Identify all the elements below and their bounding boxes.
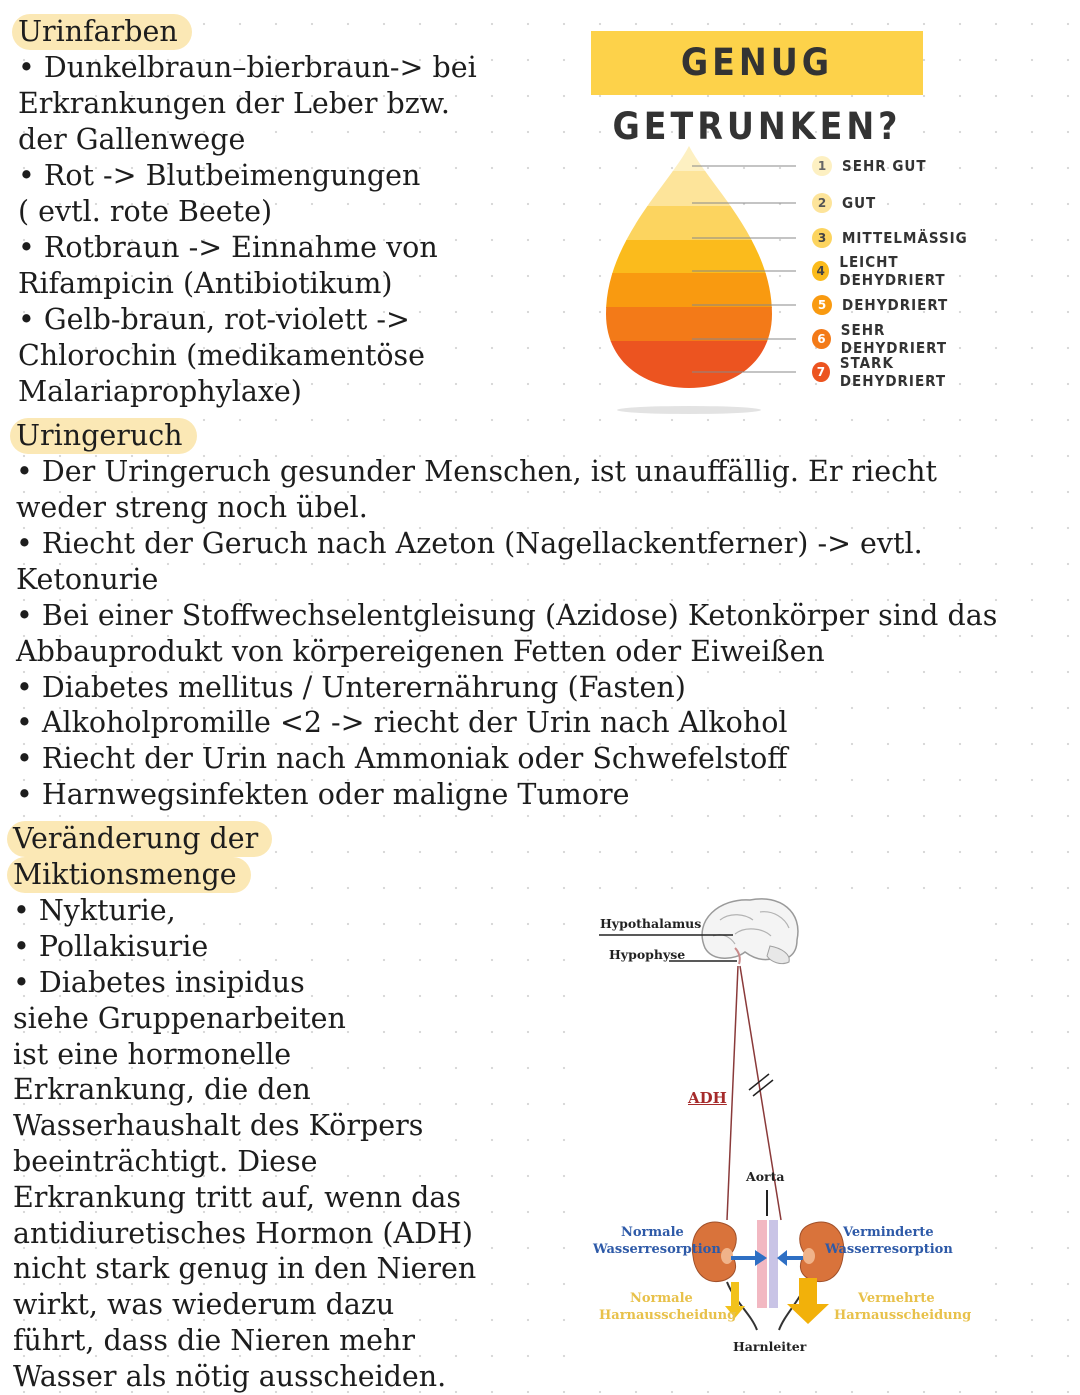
drop-band-3 [588,206,808,241]
normale-harnausscheidung-label-2: Harnausscheidung [599,1308,737,1323]
brain-icon [702,899,798,964]
legend-number: 2 [812,193,832,213]
miktion-line: Erkrankung, die den [13,1073,311,1106]
legend-label: MITTELMÄSSIG [842,229,968,247]
drop-band-1 [588,136,808,172]
legend-number: 5 [812,295,832,315]
miktion-line: nicht stark genug in den Nieren [13,1252,477,1285]
miktion-line: antidiuretisches Hormon (ADH) [13,1217,473,1250]
urinfarben-line: Chlorochin (medikamentöse [18,339,426,372]
hypothalamus-label: Hypothalamus [600,916,702,931]
normale-wasserresorption-label-2: Wasserresorption [593,1242,721,1257]
legend-label: GUT [842,194,877,212]
miktion-line: beeinträchtigt. Diese [13,1145,318,1178]
miktion-line: wirkt, was wiederum dazu [13,1288,395,1321]
miktion-line: ist eine hormonelle [13,1038,292,1071]
drop-shadow [617,406,761,414]
vermehrte-harnausscheidung-label-2: Harnausscheidung [834,1308,972,1323]
verminderte-wasserresorption-label-2: Wasserresorption [825,1242,953,1257]
miktion-line: Wasser als nötig ausscheiden. [13,1360,447,1393]
uringeruch-line: Ketonurie [16,563,159,596]
harnleiter-label: Harnleiter [733,1339,807,1354]
normale-wasserresorption-label: Normale [621,1225,684,1240]
hypophyse-label: Hypophyse [609,947,686,962]
verminderte-wasserresorption-label: Verminderte [843,1225,934,1240]
urinfarben-line: Malariaprophylaxe) [18,375,302,408]
aorta [757,1220,767,1308]
uringeruch-line: • Der Uringeruch gesunder Menschen, ist unauffällig. Er riecht [16,455,937,488]
uringeruch-line: • Riecht der Geruch nach Azeton (Nagellackentferner) -> evtl. [16,527,923,560]
legend-item-1 [812,154,927,178]
miktion-line: siehe Gruppenarbeiten [13,1002,346,1035]
urinfarben-line: • Dunkelbraun–bierbraun-> bei [18,51,477,84]
legend-item-4 [812,253,988,289]
legend-label: SEHR GUT [842,157,927,175]
drop-band-6 [588,307,808,342]
miktion-line: Wasserhaushalt des Körpers [13,1109,424,1142]
miktion-line: führt, dass die Nieren mehr [13,1324,415,1357]
normale-harnausscheidung-label: Normale [630,1291,693,1306]
aorta-label: Aorta [746,1169,785,1184]
miktion-line: • Diabetes insipidus [13,966,305,999]
miktion-line: • Pollakisurie [13,930,209,963]
legend-number: 6 [812,329,831,349]
legend-number: 4 [812,261,829,281]
legend-item-7 [812,354,988,390]
legend-item-2 [812,191,876,215]
section-miktionsmenge-heading-2: Miktionsmenge [13,857,251,893]
legend-item-6 [812,321,988,357]
urinfarben-line: Rifampicin (Antibiotikum) [18,267,393,300]
section-urinfarben-heading: Urinfarben [18,14,192,50]
vena-cava [769,1220,778,1308]
uringeruch-line: • Diabetes mellitus / Unterernährung (Fasten) [16,671,686,704]
urinfarben-line: • Rot -> Blutbeimengungen [18,159,421,192]
uringeruch-line: • Harnwegsinfekten oder maligne Tumore [16,778,630,811]
hydration-chart [588,26,988,426]
legend-label: STARK DEHYDRIERT [839,354,947,390]
poster-title: GENUG GETRUNKEN? [591,31,923,95]
legend-label: DEHYDRIERT [842,296,949,314]
legend-item-3 [812,226,968,250]
uringeruch-line: • Alkoholpromille <2 -> riecht der Urin nach Alkohol [16,706,788,739]
vermehrte-harnausscheidung-label: Vermehrte [858,1291,935,1306]
uringeruch-line: weder streng noch übel. [16,491,368,524]
uringeruch-line: Abbauprodukt von körpereigenen Fetten oder Eiweißen [16,635,825,668]
drop-band-7 [588,341,808,391]
uringeruch-line: • Riecht der Urin nach Ammoniak oder Schwefelstoff [16,742,788,775]
urinfarben-line: Erkrankungen der Leber bzw. [18,87,450,120]
miktion-line: Erkrankung tritt auf, wenn das [13,1181,461,1214]
drop-band-5 [588,273,808,308]
adh-label: ADH [688,1089,727,1107]
legend-number: 7 [812,362,830,382]
legend-item-5 [812,293,948,317]
legend-number: 3 [812,228,832,248]
miktion-line: • Nykturie, [13,894,176,927]
urinfarben-line: der Gallenwege [18,123,246,156]
legend-label: LEICHT DEHYDRIERT [839,253,946,289]
urinfarben-line: • Rotbraun -> Einnahme von [18,231,438,264]
drop-band-2 [588,171,808,207]
section-uringeruch-heading: Uringeruch [16,418,197,454]
uringeruch-line: • Bei einer Stoffwechselentgleisung (Azidose) Ketonkörper sind das [16,599,998,632]
adh-diagram [585,890,972,1365]
drop-band-4 [588,240,808,274]
section-miktionsmenge-heading: Veränderung der [13,821,272,857]
urinfarben-line: ( evtl. rote Beete) [18,195,273,228]
legend-label: SEHR DEHYDRIERT [840,321,948,357]
legend-number: 1 [812,156,832,176]
urinfarben-line: • Gelb-braun, rot-violett -> [18,303,410,336]
